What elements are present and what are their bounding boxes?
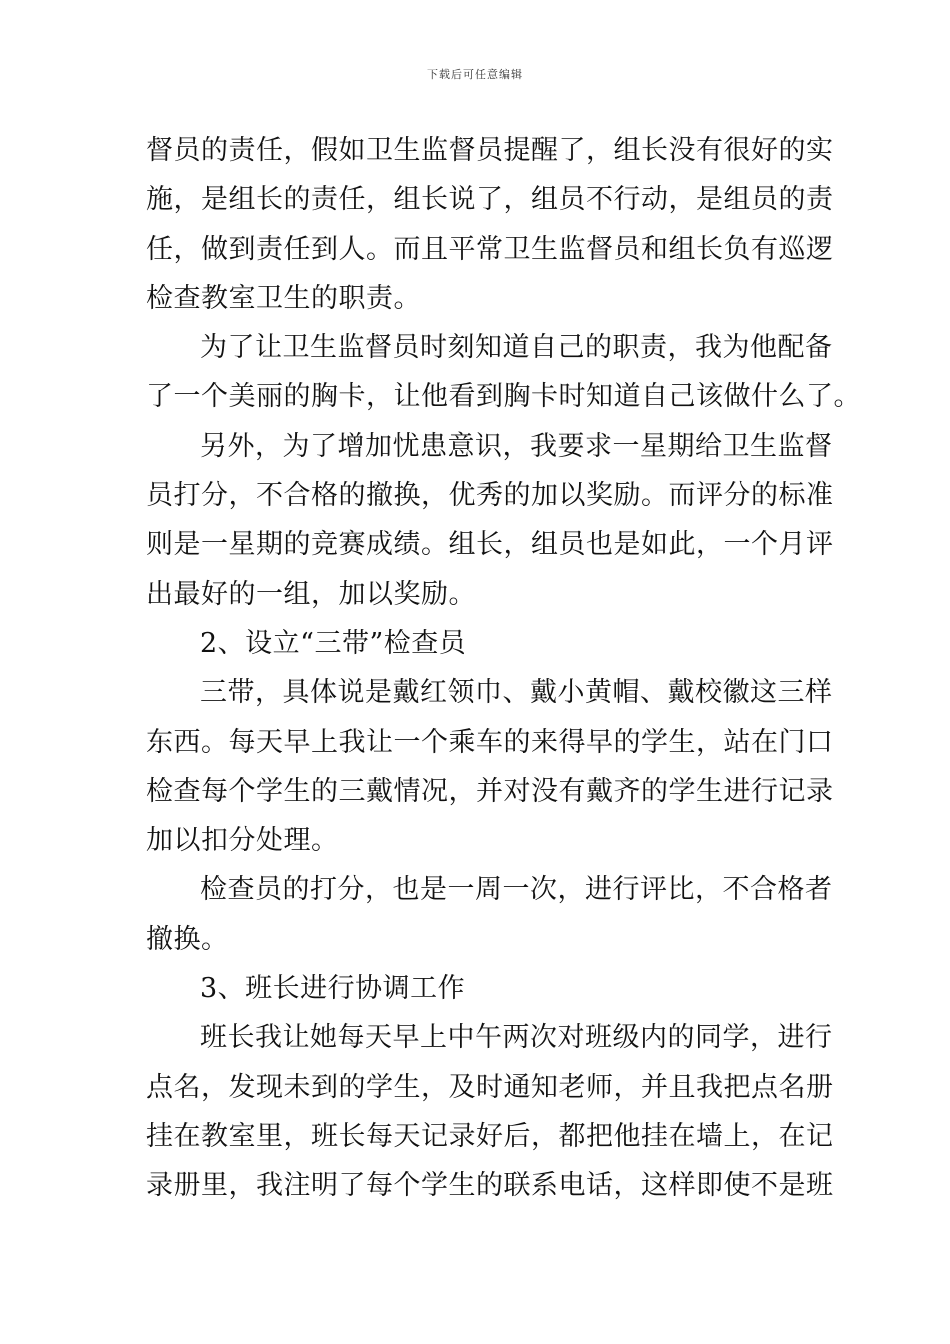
text-line: 了一个美丽的胸卡，让他看到胸卡时知道自己该做什么了。 — [146, 381, 861, 413]
text-line: 挂在教室里，班长每天记录好后，都把他挂在墙上，在记 — [146, 1120, 834, 1152]
text-line: 东西。每天早上我让一个乘车的来得早的学生，站在门口 — [146, 726, 834, 758]
text-line: 撤换。 — [146, 923, 229, 955]
text-line: 加以扣分处理。 — [146, 825, 339, 857]
paragraph-first-line: 另外，为了增加忧患意识，我要求一星期给卫生监督 — [200, 430, 833, 462]
text-line: 出最好的一组，加以奖励。 — [146, 578, 476, 610]
text-line: 则是一星期的竞赛成绩。组长，组员也是如此，一个月评 — [146, 529, 834, 561]
section-heading: 3、班长进行协调工作 — [200, 973, 466, 1005]
paragraph-first-line: 班长我让她每天早上中午两次对班级内的同学，进行 — [200, 1022, 833, 1054]
text-line: 录册里，我注明了每个学生的联系电话，这样即使不是班 — [146, 1170, 834, 1202]
text-line: 施，是组长的责任，组长说了，组员不行动，是组员的责 — [146, 184, 834, 216]
section-heading: 2、设立“三带”检查员 — [200, 627, 467, 659]
paragraph-first-line: 检查员的打分，也是一周一次，进行评比，不合格者 — [200, 874, 833, 906]
page-header-note: 下载后可任意编辑 — [427, 68, 523, 81]
paragraph-first-line: 三带，具体说是戴红领巾、戴小黄帽、戴校徽这三样 — [200, 677, 833, 709]
text-line: 检查教室卫生的职责。 — [146, 282, 421, 314]
text-line: 员打分，不合格的撤换，优秀的加以奖励。而评分的标准 — [146, 480, 834, 512]
paragraph-first-line: 为了让卫生监督员时刻知道自己的职责，我为他配备 — [200, 332, 833, 364]
document-body — [146, 126, 861, 1211]
text-line: 点名，发现未到的学生，及时通知老师，并且我把点名册 — [146, 1071, 834, 1103]
text-line: 督员的责任，假如卫生监督员提醒了，组长没有很好的实 — [146, 135, 834, 166]
text-line: 任，做到责任到人。而且平常卫生监督员和组长负有巡逻 — [146, 233, 834, 265]
text-line: 检查每个学生的三戴情况，并对没有戴齐的学生进行记录 — [146, 775, 834, 807]
